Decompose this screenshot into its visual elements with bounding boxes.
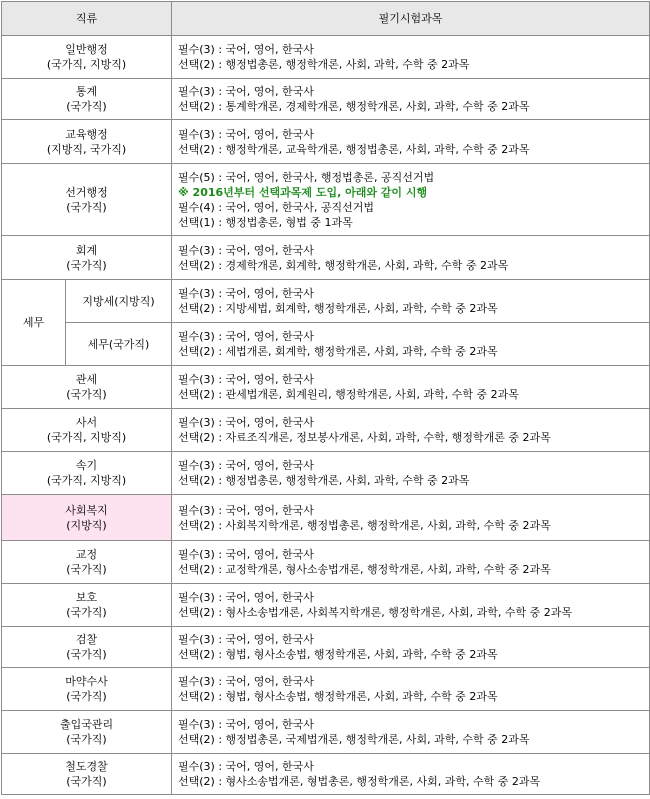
job-category-cell bbox=[2, 541, 172, 584]
subject-line: 필수(3) : 국어, 영어, 한국사 bbox=[178, 459, 314, 472]
subjects-cell bbox=[172, 120, 650, 164]
job-category-cell bbox=[2, 668, 172, 711]
job-scope: (국가직) bbox=[66, 606, 107, 619]
subject-line: 선택(2) : 지방세법, 회계학, 행정학개론, 사회, 과학, 수학 중 2과목 bbox=[178, 302, 498, 315]
job-name: 속기 bbox=[75, 459, 98, 472]
table-row bbox=[2, 120, 650, 164]
job-scope: (지방직) bbox=[66, 518, 107, 532]
table-row bbox=[2, 711, 650, 754]
job-category-cell bbox=[2, 452, 172, 495]
table-row bbox=[2, 754, 650, 795]
job-name: 출입국관리 bbox=[59, 718, 114, 731]
table-row bbox=[2, 452, 650, 495]
subjects-cell bbox=[172, 280, 650, 323]
job-scope: (국가직) bbox=[66, 775, 107, 788]
job-category-cell bbox=[2, 236, 172, 280]
job-name: 교정 bbox=[75, 548, 98, 561]
subject-line: 선택(2) : 행정법총론, 국제법개론, 행정학개론, 사회, 과학, 수학 중 2과목 bbox=[178, 733, 530, 746]
subject-line: 선택(2) : 행정법총론, 행정학개론, 사회, 과학, 수학 중 2과목 bbox=[178, 58, 470, 71]
job-name: 통계 bbox=[75, 85, 98, 98]
subjects-cell bbox=[172, 36, 650, 79]
subjects-cell bbox=[172, 323, 650, 366]
table-row bbox=[2, 668, 650, 711]
subjects-cell bbox=[172, 584, 650, 627]
job-name: 철도경찰 bbox=[65, 760, 108, 773]
subject-line: 필수(4) : 국어, 영어, 한국사, 공직선거법 bbox=[178, 200, 375, 214]
header-row bbox=[2, 2, 650, 36]
subject-line: 선택(2) : 형사소송법개론, 사회복지학개론, 행정학개론, 사회, 과학, 수학 중 2과목 bbox=[178, 606, 573, 619]
job-category-cell bbox=[2, 409, 172, 452]
subject-line: 선택(2) : 형사소송법개론, 형법총론, 행정학개론, 사회, 과학, 수학 중 2과목 bbox=[178, 775, 541, 788]
job-category-cell bbox=[66, 280, 172, 323]
subject-line: 필수(3) : 국어, 영어, 한국사 bbox=[178, 85, 314, 98]
subject-line: 선택(2) : 세법개론, 회계학, 행정학개론, 사회, 과학, 수학 중 2과목 bbox=[178, 345, 498, 358]
subjects-cell bbox=[172, 627, 650, 668]
job-scope: (국가직) bbox=[66, 258, 107, 272]
job-name: 사서 bbox=[75, 416, 98, 429]
job-scope: (국가직) bbox=[66, 100, 107, 113]
job-category-cell bbox=[2, 79, 172, 120]
job-scope: (국가직) bbox=[66, 690, 107, 703]
job-scope: (국가직) bbox=[66, 733, 107, 746]
job-name: 마약수사 bbox=[65, 675, 108, 688]
job-category-cell bbox=[2, 754, 172, 795]
table-row bbox=[2, 164, 650, 236]
table-row bbox=[2, 541, 650, 584]
job-scope: (국가직) bbox=[66, 648, 107, 661]
subject-line: 필수(3) : 국어, 영어, 한국사 bbox=[178, 287, 314, 300]
subject-line: 선택(2) : 자료조직개론, 정보봉사개론, 사회, 과학, 수학, 행정학개론 중 2과목 bbox=[178, 431, 551, 444]
job-group-cell bbox=[2, 280, 66, 366]
subject-line: 필수(3) : 국어, 영어, 한국사 bbox=[178, 43, 314, 56]
subject-line: 필수(3) : 국어, 영어, 한국사 bbox=[178, 548, 314, 561]
subjects-cell bbox=[172, 79, 650, 120]
subjects-cell bbox=[172, 409, 650, 452]
job-scope: (국가직, 지방직) bbox=[46, 58, 127, 71]
job-scope: (국가직, 지방직) bbox=[46, 431, 127, 444]
job-category-cell bbox=[66, 323, 172, 366]
subject-line: 필수(3) : 국어, 영어, 한국사 bbox=[178, 330, 314, 343]
job-category-cell bbox=[2, 120, 172, 164]
subject-line: 선택(2) : 형법, 형사소송법, 행정학개론, 사회, 과학, 수학 중 2과목 bbox=[178, 648, 498, 661]
subject-line: 선택(2) : 통계학개론, 경제학개론, 행정학개론, 사회, 과학, 수학 중 2과목 bbox=[178, 100, 530, 113]
subject-line: 필수(3) : 국어, 영어, 한국사 bbox=[178, 760, 314, 773]
subject-line: 필수(3) : 국어, 영어, 한국사 bbox=[178, 591, 314, 604]
job-name: 사회복지 bbox=[65, 503, 108, 517]
notice-line: ※ 2016년부터 선택과목제 도입, 아래와 같이 시행 bbox=[178, 185, 428, 199]
table-row bbox=[2, 495, 650, 541]
job-category-cell bbox=[2, 164, 172, 236]
job-scope: (국가직, 지방직) bbox=[46, 474, 127, 487]
subject-line: 필수(3) : 국어, 영어, 한국사 bbox=[178, 127, 314, 141]
job-name: 검찰 bbox=[75, 633, 98, 646]
table-row bbox=[2, 36, 650, 79]
exam-subjects-table bbox=[1, 1, 650, 795]
subject-line: 필수(3) : 국어, 영어, 한국사 bbox=[178, 718, 314, 731]
job-name: 회계 bbox=[75, 243, 98, 257]
subject-line: 필수(3) : 국어, 영어, 한국사 bbox=[178, 633, 314, 646]
subject-line: 선택(2) : 관세법개론, 회계원리, 행정학개론, 사회, 과학, 수학 중 2과목 bbox=[178, 388, 519, 401]
subject-line: 선택(2) : 형법, 형사소송법, 행정학개론, 사회, 과학, 수학 중 2과목 bbox=[178, 690, 498, 703]
job-category-cell-highlighted bbox=[2, 495, 172, 541]
subjects-cell bbox=[172, 164, 650, 236]
job-category-cell bbox=[2, 711, 172, 754]
subject-line: 필수(3) : 국어, 영어, 한국사 bbox=[178, 503, 314, 517]
job-name: 세무(국가직) bbox=[87, 337, 150, 351]
job-name: 일반행정 bbox=[65, 43, 108, 56]
header-exam-subjects: 필기시험과목 bbox=[172, 2, 650, 36]
job-category-cell bbox=[2, 36, 172, 79]
subject-line: 필수(3) : 국어, 영어, 한국사 bbox=[178, 373, 314, 386]
header-job-category: 직류 bbox=[2, 2, 172, 36]
table-row bbox=[2, 236, 650, 280]
table-row bbox=[2, 627, 650, 668]
subjects-cell bbox=[172, 366, 650, 409]
job-scope: (지방직, 국가직) bbox=[46, 142, 127, 156]
table-row bbox=[2, 366, 650, 409]
subject-line: 필수(5) : 국어, 영어, 한국사, 행정법총론, 공직선거법 bbox=[178, 170, 435, 184]
job-category-cell bbox=[2, 584, 172, 627]
subject-line: 선택(1) : 행정법총론, 형법 중 1과목 bbox=[178, 215, 353, 229]
table-row bbox=[2, 409, 650, 452]
job-name: 선거행정 bbox=[65, 185, 108, 199]
job-group-name: 세무 bbox=[22, 316, 45, 329]
subject-line: 필수(3) : 국어, 영어, 한국사 bbox=[178, 243, 314, 257]
subjects-cell bbox=[172, 236, 650, 280]
table-row bbox=[2, 323, 650, 366]
subject-line: 선택(2) : 사회복지학개론, 행정법총론, 행정학개론, 사회, 과학, 수학 중 2과목 bbox=[178, 518, 551, 532]
table-row bbox=[2, 584, 650, 627]
job-category-cell bbox=[2, 366, 172, 409]
job-name: 보호 bbox=[75, 591, 98, 604]
subjects-cell bbox=[172, 495, 650, 541]
job-scope: (국가직) bbox=[66, 200, 107, 214]
subjects-cell bbox=[172, 668, 650, 711]
subject-line: 필수(3) : 국어, 영어, 한국사 bbox=[178, 675, 314, 688]
subject-line: 선택(2) : 행정학개론, 교육학개론, 행정법총론, 사회, 과학, 수학 중 2과목 bbox=[178, 142, 530, 156]
subject-line: 필수(3) : 국어, 영어, 한국사 bbox=[178, 416, 314, 429]
job-name: 교육행정 bbox=[65, 127, 108, 141]
subjects-cell bbox=[172, 452, 650, 495]
subjects-cell bbox=[172, 711, 650, 754]
subject-line: 선택(2) : 교정학개론, 형사소송법개론, 행정학개론, 사회, 과학, 수학 중 2과목 bbox=[178, 563, 551, 576]
subjects-cell bbox=[172, 754, 650, 795]
job-category-cell bbox=[2, 627, 172, 668]
subject-line: 선택(2) : 경제학개론, 회계학, 행정학개론, 사회, 과학, 수학 중 2과목 bbox=[178, 258, 509, 272]
job-scope: (국가직) bbox=[66, 388, 107, 401]
job-name: 지방세(지방직) bbox=[82, 294, 155, 308]
subject-line: 선택(2) : 행정법총론, 행정학개론, 사회, 과학, 수학 중 2과목 bbox=[178, 474, 470, 487]
table-row bbox=[2, 280, 650, 323]
table-row bbox=[2, 79, 650, 120]
job-scope: (국가직) bbox=[66, 563, 107, 576]
job-name: 관세 bbox=[75, 373, 98, 386]
subjects-cell bbox=[172, 541, 650, 584]
